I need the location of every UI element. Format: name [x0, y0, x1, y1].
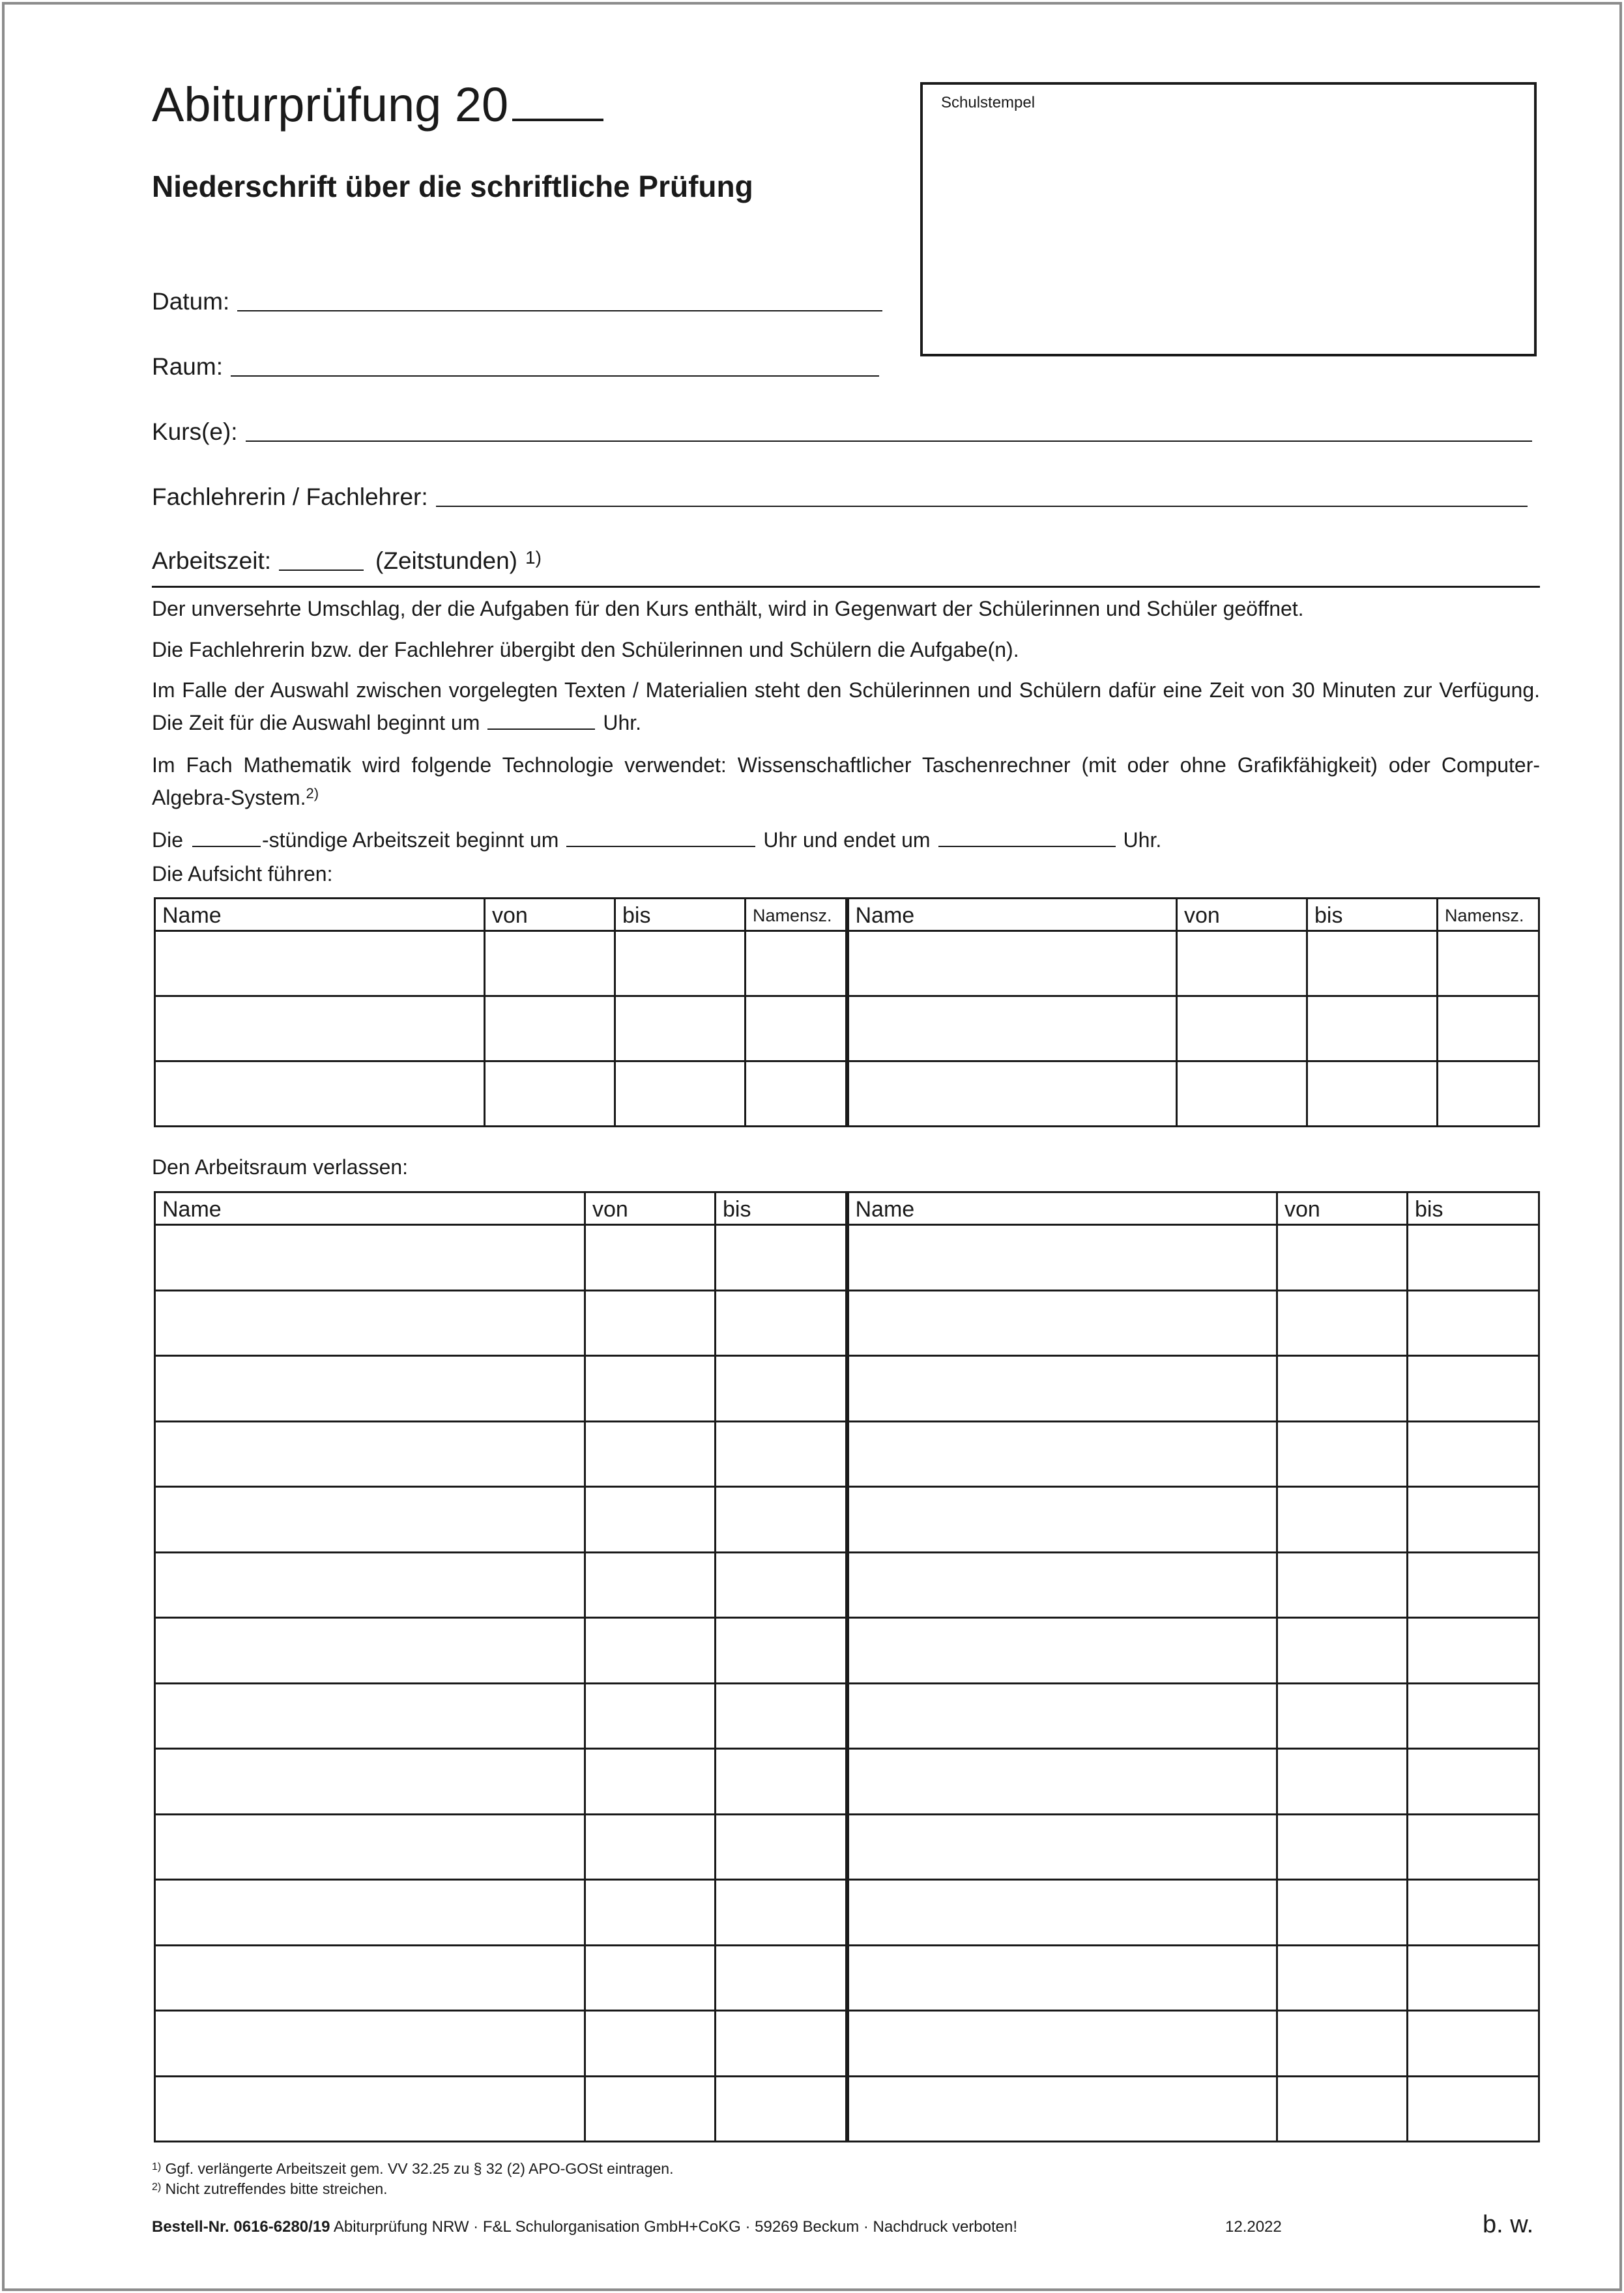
table-cell[interactable]	[847, 2076, 1277, 2142]
table-cell[interactable]	[1177, 996, 1307, 1061]
table-cell[interactable]	[847, 1618, 1277, 1684]
table-cell[interactable]	[847, 1552, 1277, 1618]
table-cell[interactable]	[155, 1225, 585, 1291]
table-cell[interactable]	[1408, 1618, 1539, 1684]
column-header-bis: bis	[1307, 899, 1438, 931]
table-cell[interactable]	[847, 1814, 1277, 1880]
table-cell[interactable]	[1408, 1552, 1539, 1618]
table-cell[interactable]	[746, 996, 847, 1061]
table-row	[155, 1421, 1539, 1487]
table-row	[155, 1749, 1539, 1815]
table-cell[interactable]	[615, 931, 746, 996]
supervision-table	[154, 897, 1540, 1127]
kurse-field	[152, 418, 1532, 446]
table-cell[interactable]	[585, 1290, 716, 1356]
arbeitszeit-label: Arbeitszeit:	[152, 547, 272, 574]
table-cell[interactable]	[847, 1061, 1177, 1127]
table-cell[interactable]	[485, 996, 615, 1061]
table-cell[interactable]	[155, 1880, 585, 1946]
table-cell[interactable]	[847, 1421, 1277, 1487]
footnote-ref-2: 2)	[306, 785, 319, 801]
table-cell[interactable]	[716, 1552, 847, 1618]
page-subtitle: Niederschrift über die schriftliche Prüfung	[152, 169, 753, 203]
table-cell[interactable]	[585, 1814, 716, 1880]
table-row	[155, 931, 1539, 996]
table-cell[interactable]	[585, 1552, 716, 1618]
kurse-label: Kurs(e):	[152, 418, 238, 445]
leaving-table	[154, 1191, 1540, 2142]
table-cell[interactable]	[1277, 1880, 1408, 1946]
table-cell[interactable]	[485, 931, 615, 996]
order-number: Bestell-Nr. 0616-6280/19	[152, 2218, 330, 2236]
table-cell[interactable]	[155, 1356, 585, 1422]
table-cell[interactable]	[615, 996, 746, 1061]
column-header-signature: Namensz.	[1438, 899, 1539, 931]
turn-over-note: b. w.	[1483, 2211, 1534, 2238]
table-cell[interactable]	[155, 1487, 585, 1553]
table-row	[155, 1552, 1539, 1618]
table-cell[interactable]	[847, 1945, 1277, 2011]
arbeitszeit-line[interactable]	[279, 570, 364, 571]
table-cell[interactable]	[155, 1618, 585, 1684]
column-header-name: Name	[847, 899, 1177, 931]
table-cell[interactable]	[1277, 1683, 1408, 1749]
table-cell[interactable]	[847, 1290, 1277, 1356]
table-cell[interactable]	[716, 1683, 847, 1749]
column-header-von: von	[1277, 1192, 1408, 1225]
table-header-row	[155, 899, 1539, 931]
school-stamp-label: Schulstempel	[941, 94, 1036, 111]
table-cell[interactable]	[155, 1749, 585, 1815]
table-row	[155, 1061, 1539, 1127]
table-cell[interactable]	[716, 1225, 847, 1291]
column-header-von: von	[585, 1192, 716, 1225]
table-cell[interactable]	[585, 1880, 716, 1946]
table-header-row	[155, 1192, 1539, 1225]
table-cell[interactable]	[1408, 1880, 1539, 1946]
raum-line[interactable]	[231, 375, 879, 377]
table-cell[interactable]	[1307, 931, 1438, 996]
footnote-1: $^{1)}$ Ggf. verlängerte Arbeitszeit gem. VV 32.25 zu § 32 (2) APO-GOSt eintragen.	[152, 2160, 674, 2177]
table-row	[155, 996, 1539, 1061]
table-cell[interactable]	[847, 1356, 1277, 1422]
table-cell[interactable]	[1408, 1683, 1539, 1749]
table-cell[interactable]	[716, 2011, 847, 2077]
table-cell[interactable]	[847, 2011, 1277, 2077]
column-header-name: Name	[847, 1192, 1277, 1225]
table-cell[interactable]	[716, 1421, 847, 1487]
datum-label: Datum:	[152, 288, 230, 315]
end-time-blank[interactable]	[938, 846, 1116, 847]
column-header-bis: bis	[716, 1192, 847, 1225]
table-cell[interactable]	[1408, 1356, 1539, 1422]
fachlehrer-label: Fachlehrerin / Fachlehrer:	[152, 483, 428, 510]
table-cell[interactable]	[155, 1421, 585, 1487]
table-cell[interactable]	[1177, 1061, 1307, 1127]
table-cell[interactable]	[746, 1061, 847, 1127]
table-cell[interactable]	[1277, 1749, 1408, 1815]
table-cell[interactable]	[585, 1683, 716, 1749]
table-cell[interactable]	[1408, 1290, 1539, 1356]
table-cell[interactable]	[1307, 996, 1438, 1061]
column-header-von: von	[1177, 899, 1307, 931]
table-cell[interactable]	[716, 1356, 847, 1422]
year-blank[interactable]	[512, 119, 603, 121]
table-cell[interactable]	[1277, 1552, 1408, 1618]
table-cell[interactable]	[585, 2011, 716, 2077]
table-cell[interactable]	[1277, 1487, 1408, 1553]
table-cell[interactable]	[585, 1421, 716, 1487]
table-row	[155, 1945, 1539, 2011]
table-cell[interactable]	[155, 1945, 585, 2011]
footnotes	[152, 2159, 673, 2199]
paragraph-envelope: Der unversehrte Umschlag, der die Aufgaben für den Kurs enthält, wird in Gegenwart der Schülerinnen und Schüler geöffnet.	[152, 597, 1304, 620]
table-cell[interactable]	[155, 1061, 485, 1127]
publisher-text: Abiturprüfung NRW · F&L Schulorganisation GmbH+CoKG · 59269 Beckum · Nachdruck verboten!	[333, 2218, 1018, 2236]
table-cell[interactable]	[155, 2076, 585, 2142]
table-cell[interactable]	[155, 931, 485, 996]
table-cell[interactable]	[1277, 1814, 1408, 1880]
raum-field	[152, 353, 879, 381]
table-cell[interactable]	[585, 2076, 716, 2142]
table-cell[interactable]	[585, 1945, 716, 2011]
table-row	[155, 1290, 1539, 1356]
table-row	[155, 2076, 1539, 2142]
table-cell[interactable]	[847, 996, 1177, 1061]
table-cell[interactable]	[1277, 1225, 1408, 1291]
table-cell[interactable]	[585, 1749, 716, 1815]
divider-rule	[152, 586, 1540, 588]
hours-blank[interactable]	[192, 846, 261, 847]
raum-label: Raum:	[152, 353, 223, 380]
table-cell[interactable]	[847, 931, 1177, 996]
table-cell[interactable]	[1277, 1945, 1408, 2011]
table-cell[interactable]	[585, 1356, 716, 1422]
leaving-label: Den Arbeitsraum verlassen:	[152, 1155, 409, 1179]
column-header-name: Name	[155, 899, 485, 931]
column-header-name: Name	[155, 1192, 585, 1225]
table-cell[interactable]	[1438, 996, 1539, 1061]
table-cell[interactable]	[1408, 1749, 1539, 1815]
table-cell[interactable]	[1277, 1356, 1408, 1422]
table-row	[155, 2011, 1539, 2077]
table-cell[interactable]	[1438, 1061, 1539, 1127]
table-cell[interactable]	[716, 1945, 847, 2011]
order-info	[152, 2218, 1017, 2236]
table-cell[interactable]	[847, 1487, 1277, 1553]
table-cell[interactable]	[716, 1290, 847, 1356]
column-header-bis: bis	[615, 899, 746, 931]
table-cell[interactable]	[1277, 1421, 1408, 1487]
table-cell[interactable]	[847, 1749, 1277, 1815]
column-header-signature: Namensz.	[746, 899, 847, 931]
page-title: Abiturprüfung 20	[152, 77, 603, 132]
table-cell[interactable]	[1277, 2076, 1408, 2142]
paragraph-handover: Die Fachlehrerin bzw. der Fachlehrer übergibt den Schülerinnen und Schülern die Aufgabe(n).	[152, 638, 1019, 661]
table-cell[interactable]	[1177, 931, 1307, 996]
table-cell[interactable]	[1408, 1421, 1539, 1487]
edition-date: 12.2022	[1225, 2218, 1282, 2236]
table-cell[interactable]	[1408, 2076, 1539, 2142]
table-cell[interactable]	[585, 1618, 716, 1684]
fachlehrer-line[interactable]	[436, 506, 1528, 507]
table-cell[interactable]	[1307, 1061, 1438, 1127]
table-cell[interactable]	[746, 931, 847, 996]
footnote-2: $^{2)}$ Nicht zutreffendes bitte streichen.	[152, 2180, 388, 2198]
table-cell[interactable]	[1408, 2011, 1539, 2077]
datum-line[interactable]	[237, 310, 882, 311]
table-cell[interactable]	[155, 1683, 585, 1749]
table-cell[interactable]	[585, 1487, 716, 1553]
table-row	[155, 1814, 1539, 1880]
table-row	[155, 1683, 1539, 1749]
table-row	[155, 1618, 1539, 1684]
table-cell[interactable]	[1408, 1814, 1539, 1880]
table-cell[interactable]	[615, 1061, 746, 1127]
table-cell[interactable]	[847, 1225, 1277, 1291]
column-header-bis: bis	[1408, 1192, 1539, 1225]
table-cell[interactable]	[847, 1683, 1277, 1749]
table-cell[interactable]	[716, 1487, 847, 1553]
table-cell[interactable]	[716, 1880, 847, 1946]
paragraph-selection: Im Falle der Auswahl zwischen vorgelegten Texten / Materialien steht den Schülerinnen und Schülern dafür eine Zeit von 30 Minuten zur Verfügung. Die Zeit für die Auswahl beginnt um Uhr.	[152, 678, 1540, 734]
table-cell[interactable]	[1408, 1487, 1539, 1553]
table-row	[155, 1356, 1539, 1422]
table-cell[interactable]	[1277, 1290, 1408, 1356]
table-cell[interactable]	[155, 2011, 585, 2077]
table-cell[interactable]	[716, 1814, 847, 1880]
arbeitszeit-unit: (Zeitstunden)	[375, 547, 518, 574]
table-cell[interactable]	[155, 1290, 585, 1356]
supervision-label: Die Aufsicht führen:	[152, 862, 333, 886]
table-cell[interactable]	[585, 1225, 716, 1291]
table-cell[interactable]	[847, 1880, 1277, 1946]
school-stamp-box	[920, 82, 1537, 356]
footnote-ref-1: 1)	[525, 547, 542, 568]
table-row	[155, 1487, 1539, 1553]
table-cell[interactable]	[155, 1814, 585, 1880]
table-cell[interactable]	[716, 1618, 847, 1684]
column-header-von: von	[485, 899, 615, 931]
table-cell[interactable]	[716, 2076, 847, 2142]
table-cell[interactable]	[155, 1552, 585, 1618]
table-cell[interactable]	[1408, 1945, 1539, 2011]
table-cell[interactable]	[485, 1061, 615, 1127]
table-row	[155, 1880, 1539, 1946]
arbeitszeit-field	[152, 547, 542, 575]
table-cell[interactable]	[1277, 1618, 1408, 1684]
selection-time-blank[interactable]	[487, 728, 595, 730]
datum-field	[152, 288, 882, 315]
paragraph-worktime: Die -stündige Arbeitszeit beginnt um Uhr und endet um Uhr.	[152, 828, 1162, 852]
start-time-blank[interactable]	[566, 846, 755, 847]
table-cell[interactable]	[716, 1749, 847, 1815]
fachlehrer-field	[152, 483, 1528, 511]
table-cell[interactable]	[1438, 931, 1539, 996]
kurse-line[interactable]	[246, 440, 1532, 442]
table-cell[interactable]	[1277, 2011, 1408, 2077]
table-row	[155, 1225, 1539, 1291]
paragraph-technology: Im Fach Mathematik wird folgende Technologie verwendet: Wissenschaftlicher Taschenrechner (mit oder ohne Grafikfähigkeit) oder Computer-Algebra-System.$^{2)}$	[152, 753, 1540, 809]
table-cell[interactable]	[1408, 1225, 1539, 1291]
table-cell[interactable]	[155, 996, 485, 1061]
